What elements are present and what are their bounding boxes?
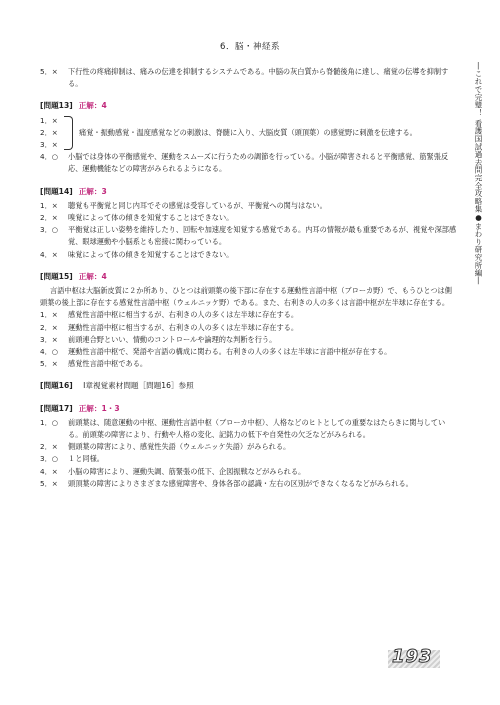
item-number: 5．× <box>40 478 58 488</box>
question-label: [問題17] <box>40 403 73 413</box>
list-item <box>40 212 458 224</box>
item-number: 4．○ <box>40 152 59 162</box>
item-text: １と同様。 <box>68 454 104 464</box>
answer-label: 正解：4 <box>78 101 107 111</box>
list-item <box>40 224 458 248</box>
item-text: 運動性言語中枢に相当するが、右利きの人の多くは左半球に存在する。 <box>68 322 299 332</box>
list-item <box>40 441 458 453</box>
item-text: 前頭連合野といい、情動のコントロールや論理的な判断を行う。 <box>68 334 277 344</box>
item-text: 運動性言語中枢で、発語や言語の構成に関わる。右利きの人の多くは左半球に言語中枢が存在する。 <box>68 347 392 357</box>
item-number: 2．× <box>40 213 58 223</box>
item-text: 感覚性言語中枢である。 <box>68 359 148 369</box>
reference-text: Ⅰ章視覚素材問題［問題16］参照 <box>83 381 194 391</box>
question-16-header <box>40 380 458 392</box>
item-text: 側頭葉の障害により、感覚性失語（ウェルニッケ失語）がみられる。 <box>68 442 291 452</box>
list-item <box>40 334 458 346</box>
list-item <box>40 322 458 334</box>
list-item <box>40 346 458 358</box>
item-number: 5．× <box>40 67 58 76</box>
item-number: 1．○ <box>40 417 59 427</box>
list-item <box>40 478 458 490</box>
item-text: 感覚性言語中枢に相当するが、右利きの人の多くは左半球に存在する。 <box>68 310 299 320</box>
item-text: 味覚によって体の傾きを知覚することはできない。 <box>68 249 234 259</box>
item-number: 1．× <box>40 310 58 320</box>
answer-label: 正解：1・3 <box>78 403 120 413</box>
grouped-text: 痛覚・振動感覚・温度感覚などの刺激は、脊髄に入り、大脳皮質（頭頂葉）の感覚野に刺激を伝達する。 <box>79 127 417 137</box>
item-number: 4．○ <box>40 347 59 357</box>
item-text: 小脳の障害により、運動失調、筋緊張の低下、企図振戦などがみられる。 <box>68 466 306 476</box>
question-14-header <box>40 186 458 198</box>
item-number: 3．× <box>40 140 58 150</box>
grouped-answers <box>40 115 458 152</box>
question-15-header <box>40 271 458 283</box>
item-number: 3．○ <box>40 454 59 464</box>
item-number: 3．× <box>40 334 58 344</box>
page-number: 193 <box>392 646 433 667</box>
item-text: 聴覚も平衡覚と同じ内耳でその感覚は受容しているが、平衡覚への関与はない。 <box>68 200 327 210</box>
list-item <box>40 309 458 321</box>
intro-paragraph: 言語中枢は大脳新皮質に２か所あり、ひとつは前頭葉の後下部に存在する運動性言語中枢（ブローカ野）で、もうひとつは側頭葉の後上部に存在する感覚性言語中枢（ウェルニッケ野）である。また、右利きの人の多くは言語中枢が左半球に存在する。 <box>40 286 452 308</box>
question-13-header <box>40 100 458 112</box>
item-text: 頭頂葉の障害によりさまざまな感覚障害や、身体各部の認識・左右の区別ができなくなるなどがみられる。 <box>68 478 413 488</box>
list-item <box>40 66 458 90</box>
item-number: 1．× <box>40 115 58 125</box>
question-label: [問題15] <box>40 271 73 281</box>
list-item <box>40 417 458 441</box>
answer-label: 正解：4 <box>78 271 107 281</box>
question-17-header <box>40 403 458 415</box>
list-item <box>40 466 458 478</box>
list-item <box>40 151 458 175</box>
item-number: 2．× <box>40 322 58 332</box>
item-text: 前頭葉は、随意運動の中枢、運動性言語中枢（ブローカ中枢）、人格などのヒトとしての重要なはたらきに関与している。前頭葉の障害により、行動や人格の変化、記銘力の低下や自発性の欠乏などがみられる。 <box>68 417 446 440</box>
list-item <box>40 358 458 370</box>
page-header: 6．脳・神経系 <box>220 42 280 52</box>
list-item <box>40 200 458 212</box>
item-number: 1．× <box>40 200 58 210</box>
question-label: [問題13] <box>40 101 73 111</box>
brace-icon <box>64 116 73 150</box>
item-number: 4．× <box>40 249 58 259</box>
question-label: [問題16] <box>40 381 73 391</box>
item-number: 2．× <box>40 127 58 137</box>
item-number: 2．× <box>40 442 58 452</box>
item-number: 4．× <box>40 466 58 476</box>
item-text: 嗅覚によって体の傾きを知覚することはできない。 <box>68 213 234 223</box>
page-content <box>40 66 458 490</box>
question-label: [問題14] <box>40 186 73 196</box>
item-text: 小脳では身体の平衡感覚や、運動をスムーズに行うための調節を行っている。小脳が障害されると平衡感覚、筋緊張反応、運動機能などの障害がみられるようになる。 <box>68 152 449 174</box>
item-text: 平衡覚は正しい姿勢を維持したり、回転や加速度を知覚する感覚である。内耳の情報が最も重要であるが、視覚や深部感覚、眼球運動や小脳系とも密接に関わっている。 <box>68 225 457 247</box>
item-number: 5．× <box>40 359 58 369</box>
list-item <box>40 249 458 261</box>
item-number: 3．○ <box>40 225 59 235</box>
item-text: 下行性の疼痛抑制は、痛みの伝達を抑制するシステムである。中脳の灰白質から脊髄後角に達し、痛覚の伝導を抑制する。 <box>68 67 449 89</box>
list-item <box>40 453 458 465</box>
grouped-numbers <box>40 115 64 152</box>
side-caption: ―これで完璧！ 看護国試過去問完全攻略集●まわり研究所編― <box>474 62 483 285</box>
answer-label: 正解：3 <box>78 186 107 196</box>
